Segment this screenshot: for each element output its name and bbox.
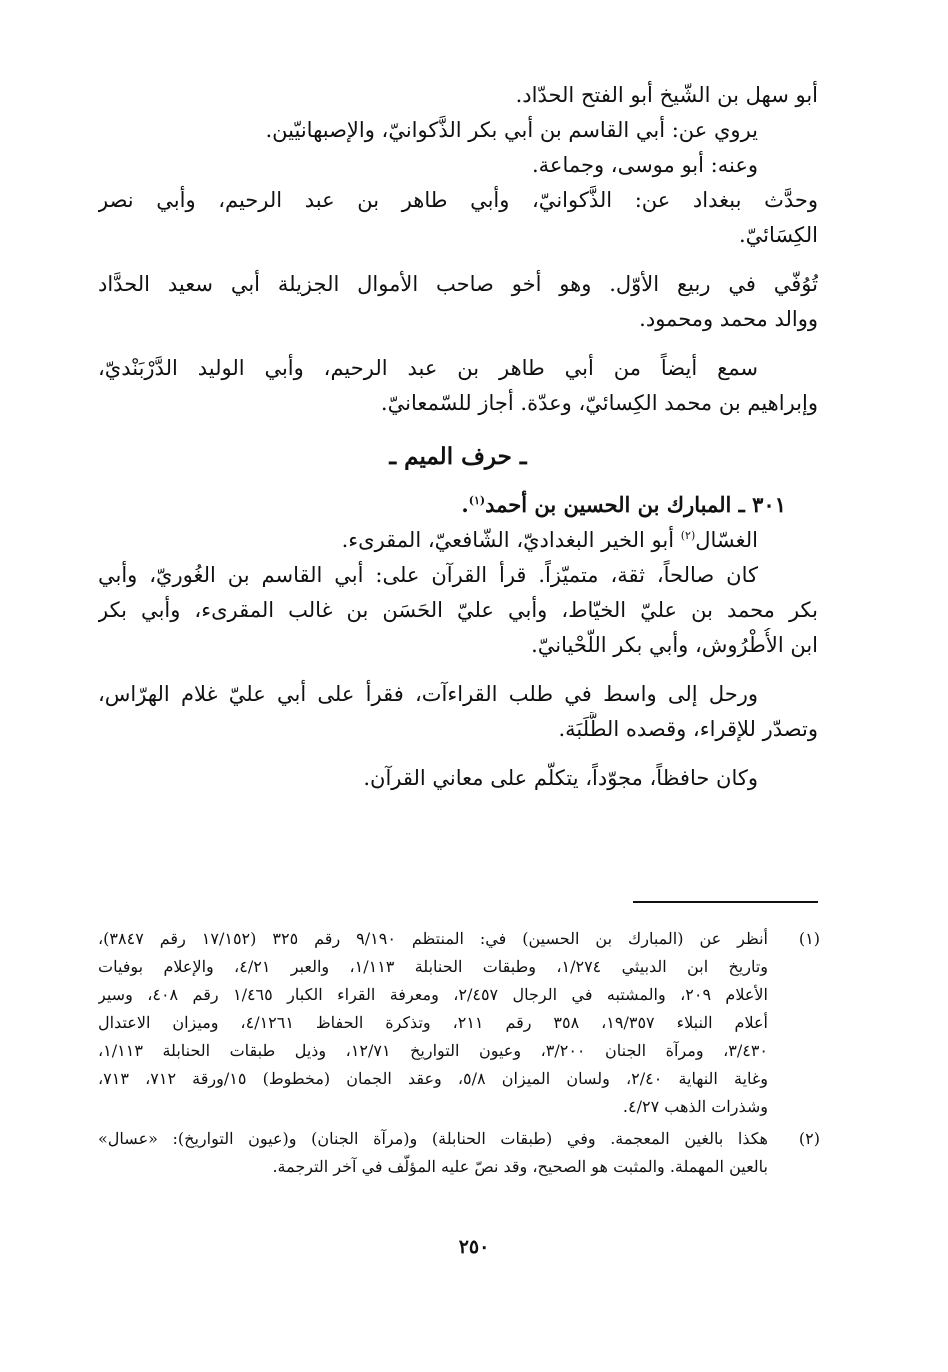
entry-nisba: الغسّال [695, 528, 758, 552]
footnote-line: الأعلام ٢٠٩، والمشتبه في الرجال ٢/٤٥٧، ومعرفة القراء الكبار ١/٤٦٥ رقم ٤٠٨، وسير [98, 985, 768, 1004]
footnote-line: بالعين المهملة. والمثبت هو الصحيح، وقد نصّ عليه المؤلّف في آخر الترجمة. [272, 1157, 768, 1176]
main-text [98, 78, 818, 796]
footnote-body [98, 1125, 768, 1181]
text-line: وحدَّث ببغداد عن: الذَّكوانيّ، وأبي طاهر بن عبد الرحيم، وأبي نصر [98, 188, 818, 212]
text-line: وإبراهيم بن محمد الكِسائيّ، وعدّة. أجاز للسّمعانيّ. [380, 391, 818, 415]
footnote-divider [633, 901, 818, 903]
text-line: يروي عن: أبي القاسم بن أبي بكر الذَّكوانيّ، والإصبهانيّين. [265, 118, 758, 142]
footnote-number: (١) [798, 929, 820, 948]
text-line: تُوُفّي في ربيع الأوّل. وهو أخو صاحب الأموال الجزيلة أبي سعيد الحدَّاد [98, 272, 818, 296]
footnote-ref[interactable]: (٢) [680, 529, 696, 542]
footnote-line: أنظر عن (المبارك بن الحسين) في: المنتظم ٩/١٩٠ رقم ٣٢٥ (١٧/١٥٢ رقم ٣٨٤٧)، [98, 929, 768, 948]
footnotes [98, 925, 820, 1185]
footnote-line: وغاية النهاية ٢/٤٠، ولسان الميزان ٥/٨، وعقد الجمان (مخطوط) ١٥/ورقة ٧١٢، ٧١٣، [98, 1069, 768, 1088]
footnote-line: وتاريخ ابن الدبيثي ١/٢٧٤، وطبقات الحنابلة ١/١١٣، والعبر ٤/٢١، والإعلام بوفيات [98, 957, 768, 976]
entry-title-end: . [461, 492, 469, 517]
text-line: ابن الأُطْرُوش، وأبي بكر اللّحْيانيّ. [531, 633, 818, 657]
text-line: ووالد محمد ومحمود. [639, 307, 818, 331]
entry-title: ٣٠١ ـ المبارك بن الحسين بن أحمد [485, 492, 786, 517]
section-heading: ـ حرف الميم ـ [389, 443, 527, 470]
footnote-ref[interactable]: (١) [468, 494, 486, 507]
footnote [98, 925, 820, 1121]
text-line: كان صالحاً، ثقة، متميّزاً. قرأ القرآن على: أبي القاسم بن الغُوريّ، وأبي [98, 563, 758, 587]
entry-kunya: أبو الخير البغداديّ، الشّافعيّ، المقرىء. [341, 528, 681, 552]
entry-heading [98, 487, 818, 523]
text-line: وعنه: أبو موسى، وجماعة. [532, 153, 758, 177]
footnote-line: هكذا بالغين المعجمة. وفي (طبقات الحنابلة) و(مرآة الجنان) و(عيون التواريخ): «عسال» [98, 1129, 768, 1148]
text-line: سمع أيضاً من أبي طاهر بن عبد الرحيم، وأبي الوليد الدَّرْبَنْديّ، [98, 356, 758, 380]
footnote-line: ٣/٤٣٠، ومرآة الجنان ٣/٢٠٠، وعيون التواريخ ١٢/٧١، وذيل طبقات الحنابلة ١/١١٣، [98, 1041, 768, 1060]
text-line: أبو سهل بن الشّيخ أبو الفتح الحدّاد. [515, 83, 818, 107]
footnote-line: أعلام النبلاء ١٩/٣٥٧، ٣٥٨ رقم ٢١١، وتذكرة الحفاظ ٤/١٢٦١، وميزان الاعتدال [98, 1013, 768, 1032]
text-line: ورحل إلى واسط في طلب القراءآت، فقرأ على أبي عليّ غلام الهرّاس، [98, 682, 758, 706]
page-number: ٢٥٠ [458, 1236, 490, 1258]
text-line: الكِسَائيّ. [739, 223, 818, 247]
footnote-body [98, 925, 768, 1121]
text-line [98, 523, 818, 558]
text-line: وكان حافظاً، مجوّداً، يتكلّم على معاني القرآن. [363, 766, 758, 790]
footnote [98, 1125, 820, 1181]
text-line: وتصدّر للإقراء، وقصده الطَّلَبَة. [558, 717, 818, 741]
footnote-number: (٢) [798, 1129, 820, 1148]
footnote-line: وشذرات الذهب ٤/٢٧. [622, 1097, 768, 1116]
text-line: بكر محمد بن عليّ الخيّاط، وأبي عليّ الحَسَن بن غالب المقرىء، وأبي بكر [98, 598, 818, 622]
